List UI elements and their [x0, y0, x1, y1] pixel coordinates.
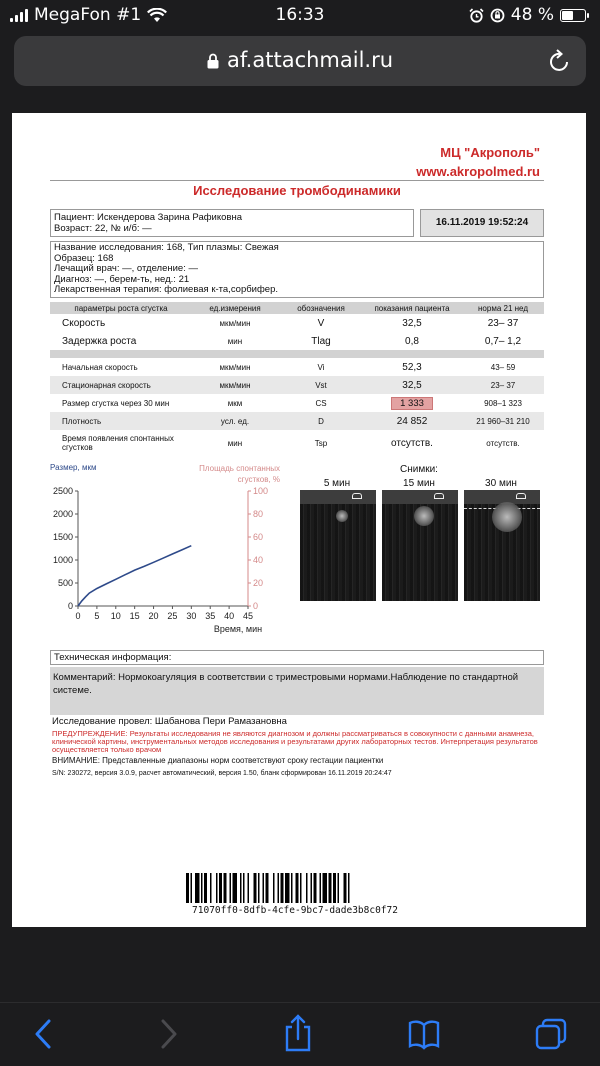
barcode-bar — [263, 873, 265, 903]
barcode-bar — [348, 873, 350, 903]
tech-info-header: Техническая информация: — [50, 650, 544, 665]
param-symbol: Vi — [317, 362, 325, 372]
address-bar[interactable] — [14, 36, 586, 86]
patient-name: Пациент: Искендерова Зарина Рафиковна — [54, 212, 242, 223]
barcode-bar — [248, 873, 250, 903]
barcode-bar — [195, 873, 200, 903]
forward-icon[interactable] — [156, 1017, 180, 1051]
series-line-size — [78, 546, 191, 606]
y-tick-label: 1500 — [52, 532, 73, 542]
param-unit: мин — [227, 438, 243, 448]
barcode-bar — [296, 873, 299, 903]
clinic-name: МЦ "Акрополь" — [440, 145, 540, 160]
y-tick-label: 2000 — [52, 509, 73, 519]
param-symbol: V — [317, 317, 325, 329]
barcode-bar — [291, 873, 293, 903]
snapshot-label: 30 мин — [485, 478, 517, 489]
comment-box: Комментарий: Нормокоагуляция в соответствии с триместровыми нормами.Наблюдение по стандартной системе. — [50, 667, 544, 715]
param-unit: мкм/мин — [219, 318, 251, 328]
x-axis-label: Время, мин — [213, 624, 263, 634]
header-cell: обозначения — [280, 302, 362, 314]
chart-y2label: Площадь спонтанных сгустков, % — [199, 464, 280, 484]
x-tick-label: 15 — [129, 611, 140, 621]
report-document — [12, 113, 586, 927]
param-name: Начальная скорость — [62, 362, 138, 372]
snapshot-30min — [464, 490, 540, 601]
y-tick-label: 500 — [57, 578, 73, 588]
lock-icon — [207, 53, 219, 69]
param-symbol: D — [280, 412, 362, 430]
header-cell: ед.измерения — [190, 302, 280, 314]
snapshot-15min — [382, 490, 458, 601]
reload-icon[interactable] — [548, 48, 572, 74]
study-info — [50, 241, 544, 298]
clinic-header — [416, 143, 540, 181]
header-cell: параметры роста сгустка — [50, 302, 190, 314]
param-norm: 23– 37 — [487, 317, 519, 329]
barcode-bar — [254, 873, 257, 903]
rotation-lock-icon — [490, 8, 505, 23]
serial-info: S/N: 230272, версия 3.0.9, расчет автоматический, версия 1.50, бланк сформирован 16.11.2019 20:24:47 — [52, 770, 392, 777]
param-value: 24 852 — [362, 412, 462, 430]
info-line: Название исследования: 168, Тип плазмы: Свежая — [54, 242, 279, 253]
barcode-text: 71070ff0-8dfb-4cfe-9bc7-dade3b8c0f72 — [192, 905, 398, 916]
param-symbol: Tlag — [311, 335, 331, 347]
x-tick-label: 45 — [242, 611, 254, 621]
param-name: Плотность — [50, 412, 190, 430]
x-tick-label: 25 — [167, 611, 178, 621]
info-line: Диагноз: —, берем-ть, нед.: 21 — [54, 273, 190, 285]
snapshot-label: 5 мин — [323, 478, 351, 489]
barcode-bar — [201, 873, 203, 903]
param-name: Время появления спонтанных сгустков — [62, 434, 174, 452]
barcode-bar — [186, 873, 189, 903]
y-tick-label: 2500 — [52, 486, 73, 496]
param-value: 52,3 — [402, 361, 422, 373]
param-norm: 43– 59 — [490, 362, 516, 372]
status-bar — [0, 0, 600, 30]
param-symbol: CS — [315, 398, 327, 408]
barcode-bar — [344, 873, 347, 903]
param-value: отсутств. — [391, 437, 433, 449]
param-norm: 0,7– 1,2 — [484, 335, 522, 347]
x-tick-label: 40 — [224, 611, 235, 621]
barcode-bar — [273, 873, 275, 903]
param-name: Скорость — [62, 317, 106, 329]
param-value-out-of-range: 1 333 — [391, 397, 433, 410]
barcode-bar — [233, 873, 238, 903]
header-divider — [50, 180, 544, 181]
snapshot-label: 15 мин — [403, 478, 435, 489]
barcode-bar — [230, 873, 232, 903]
x-tick-label: 0 — [75, 611, 81, 621]
y2-tick-label: 0 — [253, 601, 259, 611]
param-unit: мин — [227, 336, 243, 346]
y2-tick-label: 80 — [253, 509, 264, 519]
x-tick-label: 10 — [110, 611, 121, 621]
back-icon[interactable] — [32, 1017, 56, 1051]
clock: 16:33 — [275, 5, 325, 25]
barcode-bar — [278, 873, 280, 903]
tabs-icon[interactable] — [534, 1017, 568, 1051]
barcode-bar — [306, 873, 308, 903]
snapshots-title: Снимки: — [400, 464, 438, 475]
attention-note: ВНИМАНИЕ: Представленные диапазоны норм соответствуют сроку гестации пациентки — [52, 756, 384, 765]
battery-icon — [560, 9, 586, 22]
alarm-icon — [469, 8, 484, 23]
x-tick-label: 30 — [186, 611, 197, 621]
header-cell: норма 21 нед — [462, 302, 544, 314]
header-cell: показания пациента — [362, 302, 462, 314]
table-separator — [50, 350, 544, 358]
chart-ylabel: Размер, мкм — [50, 463, 97, 472]
barcode-bar — [224, 873, 227, 903]
y-tick-label: 0 — [67, 601, 73, 611]
barcode-bar — [216, 873, 218, 903]
param-value: 0,8 — [405, 335, 419, 347]
x-tick-label: 20 — [148, 611, 159, 621]
barcode-bar — [258, 873, 260, 903]
param-unit: мкм/мин — [219, 362, 251, 372]
param-unit: мкм — [227, 398, 243, 408]
barcode-bar — [314, 873, 317, 903]
x-tick-label: 35 — [205, 611, 216, 621]
barcode-bar — [323, 873, 328, 903]
param-norm: отсутств. — [486, 438, 520, 448]
table-row — [50, 358, 544, 376]
barcode-bar — [300, 873, 302, 903]
barcode-bar — [266, 873, 269, 903]
browser-toolbar — [0, 1002, 600, 1066]
patient-age: Возраст: 22, № и/б: — — [54, 223, 152, 234]
table-row — [50, 394, 544, 412]
param-norm: 23– 37 — [462, 376, 544, 394]
y2-tick-label: 100 — [253, 486, 269, 496]
param-norm: 21 960–31 210 — [462, 412, 544, 430]
table-header — [50, 302, 544, 314]
param-value: 32,5 — [402, 317, 422, 329]
param-unit: усл. ед. — [190, 412, 280, 430]
info-line: Лекарственная терапия: фолиевая к-та,сорбифер. — [54, 284, 279, 295]
barcode-bar — [333, 873, 336, 903]
barcode-bar — [281, 873, 284, 903]
param-norm: 908–1 323 — [484, 398, 522, 408]
barcode-bar — [243, 873, 245, 903]
barcode-bar — [204, 873, 207, 903]
snapshot-5min — [300, 490, 376, 601]
report-title: Исследование тромбодинамики — [193, 183, 401, 198]
barcode-bar — [210, 873, 212, 903]
warning-text: ПРЕДУПРЕЖДЕНИЕ: Результаты исследования не являются диагнозом и должны рассматриваться в совокупности с данными анамнеза, клинической картины, инструментальных методов исследования и результатами других лабораторных тестов. Интерпретация результатов осуществляется только врачом — [52, 729, 538, 754]
barcode-bar — [329, 873, 332, 903]
barcode-bar — [285, 873, 290, 903]
param-unit: мкм/мин — [190, 376, 280, 394]
barcode-bar — [191, 873, 193, 903]
performer: Исследование провел: Шабанова Пери Рамазановна — [52, 716, 287, 727]
x-tick-label: 5 — [94, 611, 100, 621]
param-name: Стационарная скорость — [50, 376, 190, 394]
results-table — [50, 302, 544, 456]
y2-tick-label: 60 — [253, 532, 264, 542]
param-value: 32,5 — [362, 376, 462, 394]
param-name: Размер сгустка через 30 мин — [62, 398, 170, 408]
barcode-bar — [219, 873, 222, 903]
patient-box — [50, 209, 414, 237]
barcode-bar — [240, 873, 242, 903]
battery-percent: 48 % — [510, 5, 554, 25]
table-row — [50, 430, 544, 456]
table-row — [50, 332, 544, 350]
bookmarks-icon[interactable] — [408, 1017, 440, 1051]
param-symbol: Tsp — [314, 438, 328, 448]
clot-growth-chart — [50, 459, 280, 639]
param-symbol: Vst — [280, 376, 362, 394]
barcode-bar — [311, 873, 313, 903]
info-line: Лечащий врач: —, отделение: — — [54, 263, 198, 274]
table-row — [50, 314, 544, 332]
y2-tick-label: 40 — [253, 555, 264, 565]
barcode-bar — [338, 873, 340, 903]
barcode-bar — [320, 873, 322, 903]
report-datetime: 16.11.2019 19:52:24 — [420, 209, 544, 237]
table-row — [50, 412, 544, 430]
y2-tick-label: 20 — [253, 578, 264, 588]
clinic-website: www.akropolmed.ru — [416, 164, 540, 179]
share-icon[interactable] — [283, 1013, 313, 1053]
url-text: af.attachmail.ru — [226, 48, 394, 72]
carrier-name: MegaFon #1 — [34, 5, 142, 25]
table-row — [50, 376, 544, 394]
info-line: Образец: 168 — [54, 252, 114, 264]
barcode — [186, 873, 404, 903]
param-name: Задержка роста — [62, 335, 137, 347]
y-tick-label: 1000 — [52, 555, 73, 565]
